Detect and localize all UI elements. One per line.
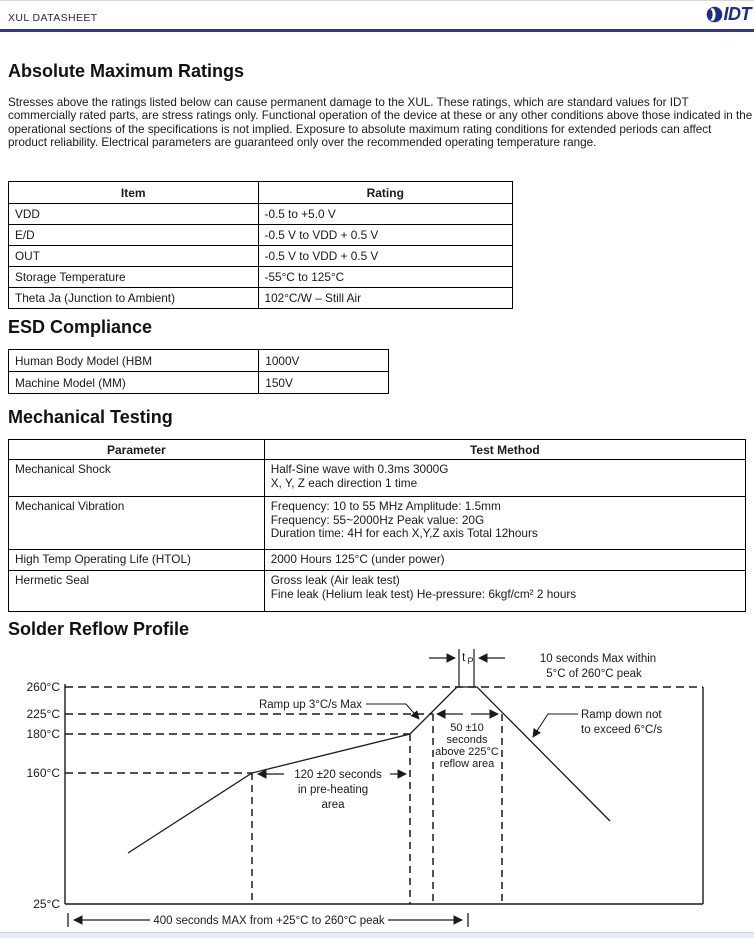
amr-item: Storage Temperature — [9, 267, 259, 288]
preheat-label-line3: area — [321, 799, 345, 811]
table-row — [9, 246, 513, 267]
idt-logo-icon — [706, 6, 723, 23]
amr-rating: -0.5 V to VDD + 0.5 V — [258, 246, 512, 267]
idt-logo-text: IDT — [723, 4, 751, 24]
ramp-down-pointer — [533, 714, 578, 737]
ramp-up-pointer — [366, 704, 419, 719]
esd-value: 1000V — [259, 350, 389, 372]
doc-title: XUL DATASHEET — [8, 12, 98, 24]
table-row — [9, 350, 389, 372]
method-line: Frequency: 55~2000Hz Peak value: 20G — [270, 512, 485, 527]
amr-item: OUT — [9, 246, 259, 267]
tp-label-sub: P — [467, 656, 474, 666]
mech-table — [8, 439, 746, 612]
page-header — [0, 1, 754, 32]
ramp-down-label-line2: to exceed 6°C/s — [581, 724, 663, 736]
amr-table — [8, 181, 513, 309]
mech-param: Mechanical Vibration — [9, 497, 265, 550]
mech-col-method: Test Method — [264, 440, 745, 460]
table-row — [9, 497, 746, 550]
reflow-area-label-line2: seconds — [446, 734, 488, 746]
peak-note-line2: 5°C of 260°C peak — [546, 668, 642, 680]
amr-item: Theta Ja (Junction to Ambient) — [9, 288, 259, 309]
tp-label: t — [462, 650, 466, 664]
mech-param: Hermetic Seal — [9, 571, 265, 612]
table-row — [9, 225, 513, 246]
y-axis-label-25: 25°C — [33, 897, 60, 911]
table-row — [9, 571, 746, 612]
table-row — [9, 550, 746, 571]
reflow-area-label-line4: reflow area — [439, 758, 495, 770]
y-axis-label-225: 225°C — [26, 707, 60, 721]
table-row — [9, 204, 513, 225]
amr-rating: -55°C to 125°C — [258, 267, 512, 288]
peak-note-line1: 10 seconds Max within — [539, 653, 657, 665]
amr-col-item: Item — [9, 182, 259, 204]
y-axis-label-260: 260°C — [26, 680, 60, 694]
esd-table — [8, 349, 389, 394]
method-line: 2000 Hours 125°C (under power) — [270, 552, 445, 566]
mech-method — [264, 460, 745, 497]
method-line: Frequency: 10 to 55 MHz Amplitude: 1.5mm — [270, 499, 501, 513]
amr-intro-paragraph: Stresses above the ratings listed below can cause permanent damage to the XUL. These ratings, which are standard values for IDT commercially rated parts, are stress ratings only. Functional operation of the device at these or any other conditions above those indicated in the operational sections of the specifications is not implied. Exposure to absolute maximum rating conditions for extended periods can affect product reliability. Electrical parameters are guaranteed only over the recommended operating temperature range. — [8, 96, 753, 149]
amr-rating: 102°C/W – Still Air — [258, 288, 512, 309]
amr-col-rating: Rating — [258, 182, 512, 204]
header-rule — [0, 29, 754, 32]
mech-col-parameter: Parameter — [9, 440, 265, 460]
table-row — [9, 267, 513, 288]
y-axis-label-180: 180°C — [26, 727, 60, 741]
mech-param: High Temp Operating Life (HTOL) — [9, 550, 265, 571]
total-time-label: 400 seconds MAX from +25°C to 260°C peak — [153, 915, 385, 927]
table-header-row — [9, 182, 513, 204]
table-row — [9, 460, 746, 497]
mech-method — [264, 497, 745, 550]
ramp-down-label-line1: Ramp down not — [581, 709, 662, 721]
esd-model: Machine Model (MM) — [9, 372, 259, 394]
table-row — [9, 372, 389, 394]
y-axis-label-160: 160°C — [26, 766, 60, 780]
amr-item: E/D — [9, 225, 259, 246]
reflow-diagram — [0, 641, 754, 933]
table-header-row — [9, 440, 746, 460]
method-line: Half-Sine wave with 0.3ms 3000G — [270, 462, 449, 476]
amr-rating: -0.5 to +5.0 V — [258, 204, 512, 225]
method-line: Gross leak (Air leak test) — [270, 573, 400, 587]
method-line: Fine leak (Helium leak test) He-pressure: 6kgf/cm² 2 hours — [270, 586, 577, 601]
esd-model: Human Body Model (HBM — [9, 350, 259, 372]
amr-item: VDD — [9, 204, 259, 225]
esd-value: 150V — [259, 372, 389, 394]
section-title-amr: Absolute Maximum Ratings — [8, 61, 245, 81]
preheat-label-line2: in pre-heating — [297, 784, 369, 796]
table-row — [9, 288, 513, 309]
amr-rating: -0.5 V to VDD + 0.5 V — [258, 225, 512, 246]
viewport-footer-bar — [0, 932, 754, 938]
mech-method — [264, 571, 745, 612]
method-line: Duration time: 4H for each X,Y,Z axis Total 12hours — [270, 526, 538, 540]
section-title-reflow: Solder Reflow Profile — [8, 619, 190, 639]
idt-logo — [706, 4, 752, 25]
section-title-esd: ESD Compliance — [8, 317, 153, 337]
section-title-mech: Mechanical Testing — [8, 407, 173, 427]
preheat-label-line1: 120 ±20 seconds — [294, 769, 382, 781]
method-line: X, Y, Z each direction 1 time — [270, 475, 418, 490]
mech-method — [264, 550, 745, 571]
mech-param: Mechanical Shock — [9, 460, 265, 497]
ramp-up-label: Ramp up 3°C/s Max — [258, 699, 362, 711]
reflow-area-label-line3: above 225°C — [435, 746, 499, 758]
reflow-area-label-line1: 50 ±10 — [450, 722, 484, 734]
